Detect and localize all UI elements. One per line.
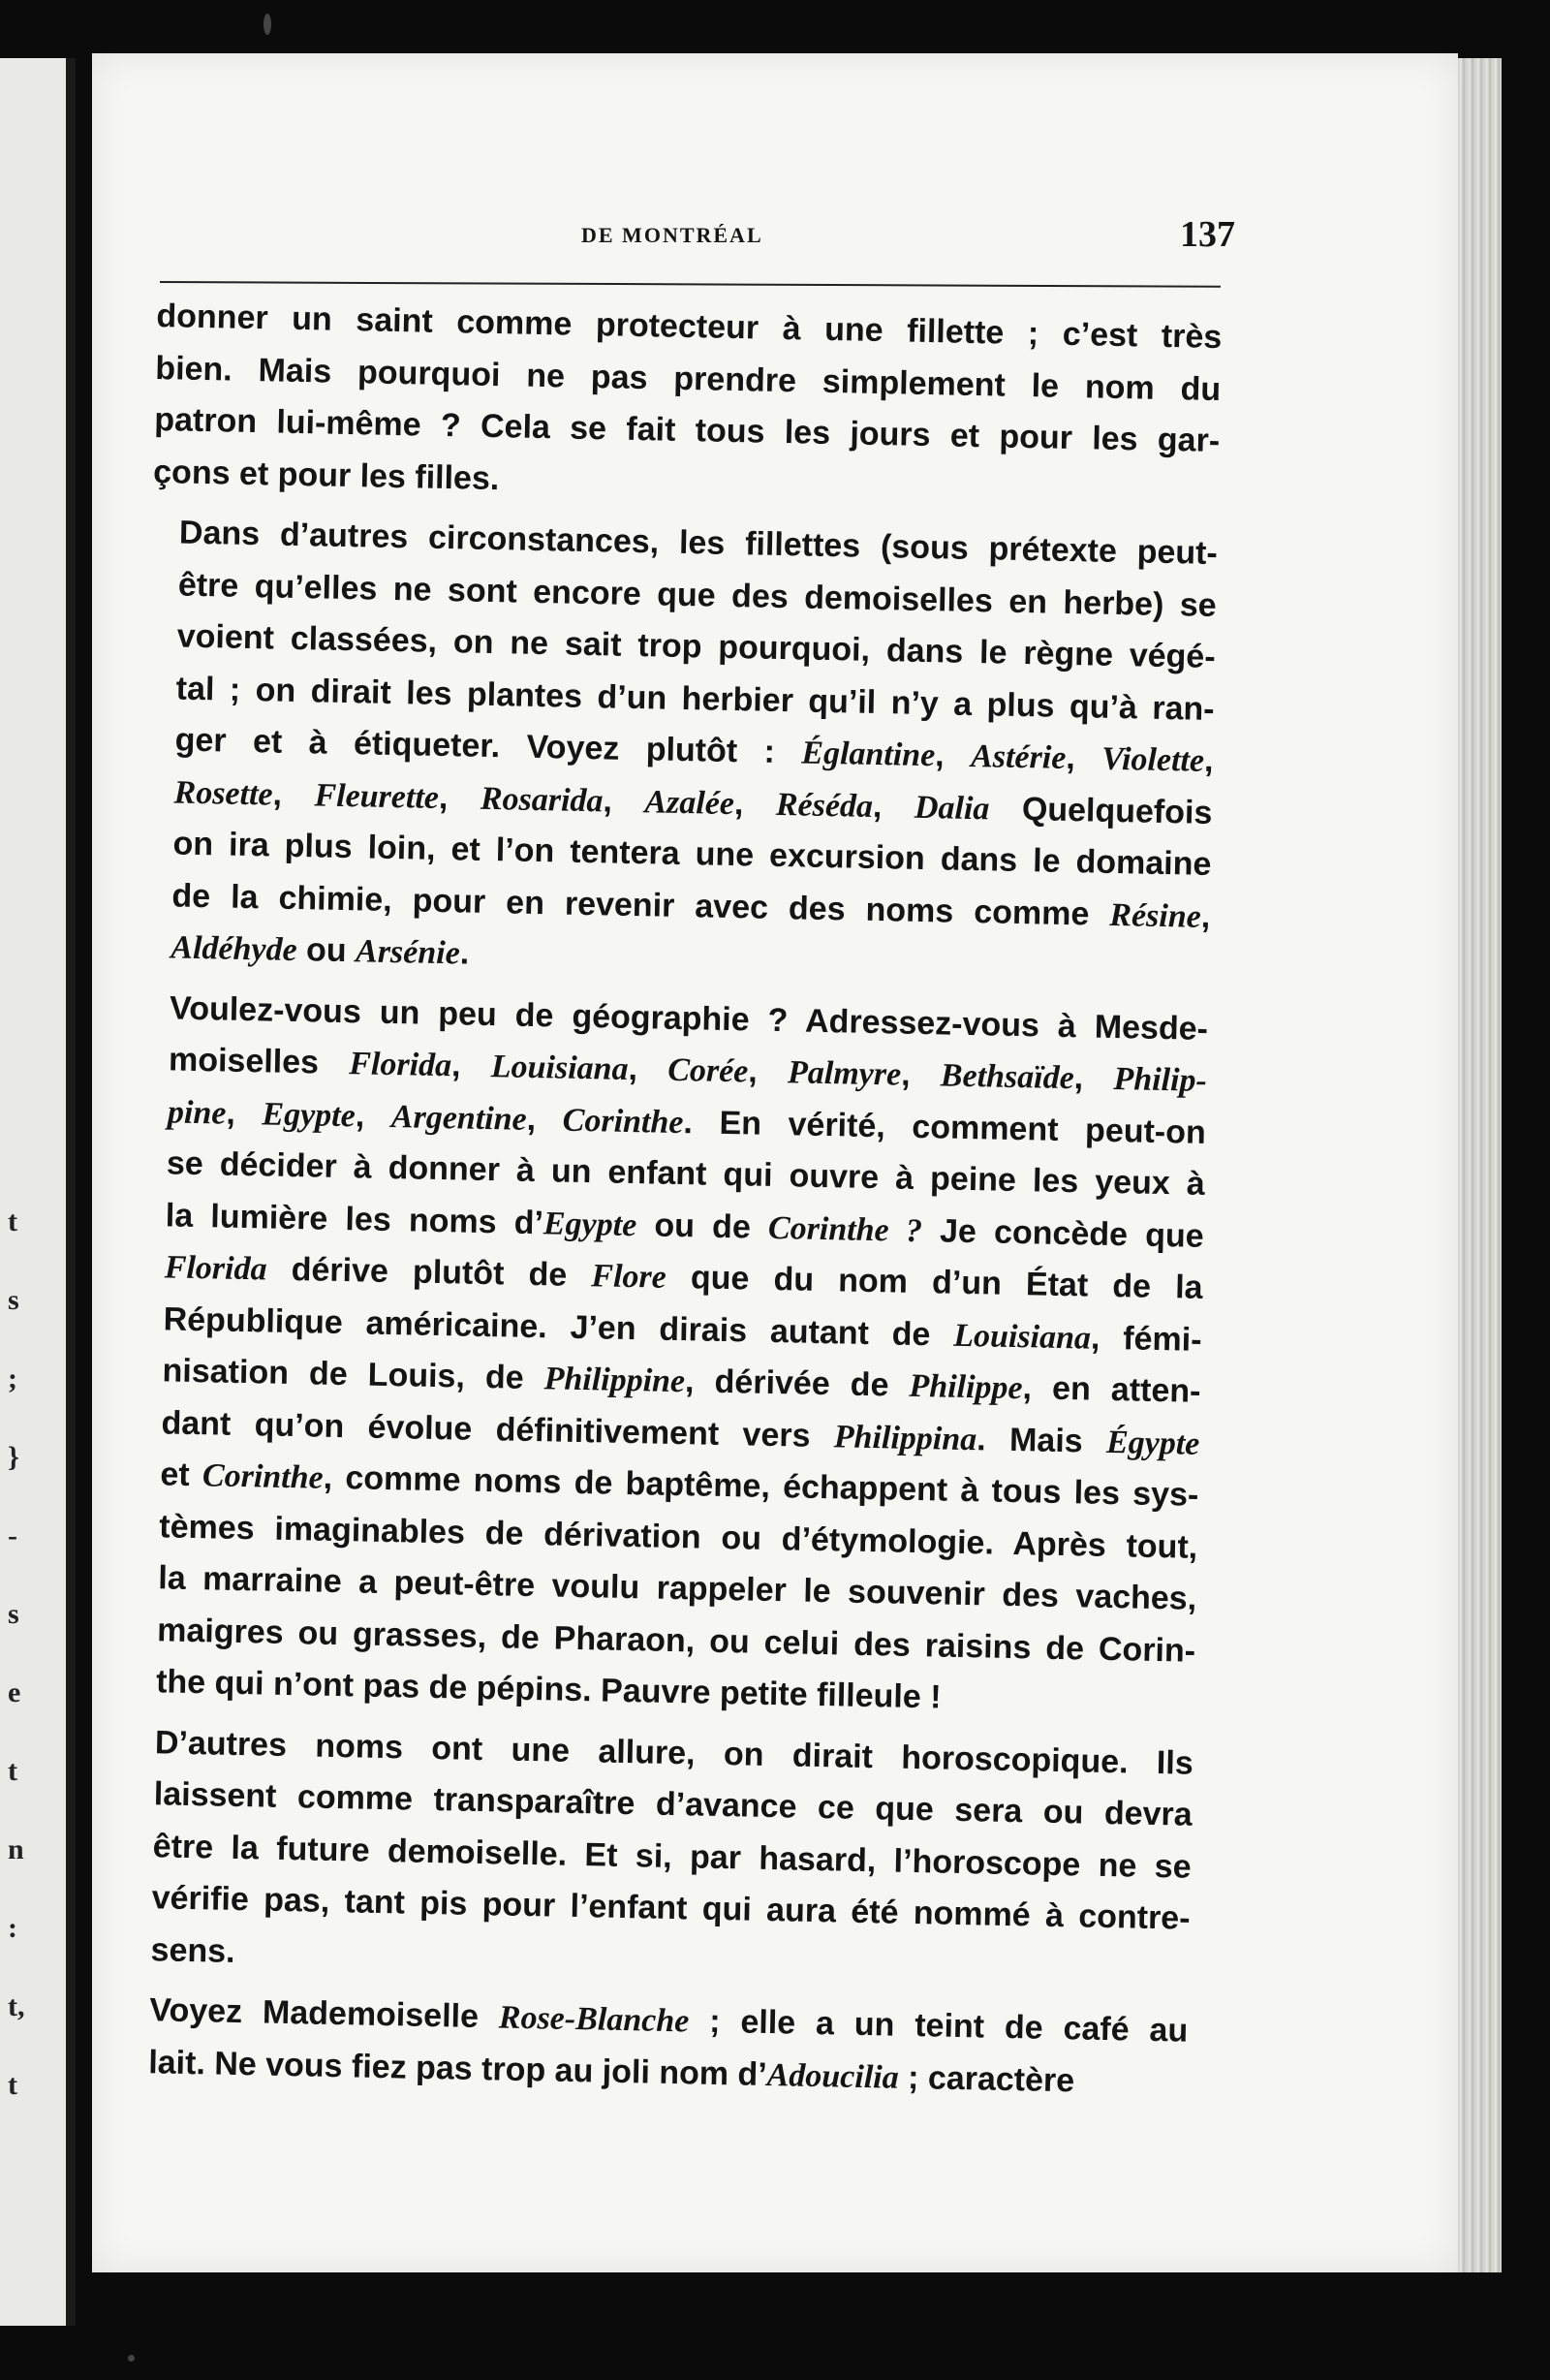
previous-page-letters	[8, 1182, 37, 2124]
running-head: DE MONTRÉAL	[581, 223, 763, 247]
text-run: .	[459, 934, 470, 972]
page-header	[160, 211, 1235, 269]
italic-name: Arsénie	[355, 933, 461, 972]
italic-name: Corinthe	[562, 1102, 684, 1141]
text-run: se décider à donner à un enfant qui ouvre à peine les yeux à	[166, 1144, 1206, 1203]
italic-name: Flore	[591, 1258, 667, 1296]
text-run: . Mais	[976, 1420, 1107, 1460]
italic-name: Louisiana	[952, 1317, 1092, 1357]
italic-name: Florida	[164, 1249, 267, 1288]
italic-name: Rosette	[173, 773, 273, 813]
italic-name: Fleurette	[314, 776, 440, 816]
paragraph	[153, 291, 1223, 519]
previous-page-mark: s	[8, 1598, 19, 1630]
text-run: donner un saint comme protecteur à une fillette ; c’est très	[156, 297, 1223, 357]
text-run: ,	[226, 1094, 263, 1132]
text-run: ou	[296, 931, 356, 970]
text-run: que du nom d’un État de la	[666, 1258, 1203, 1306]
italic-name: Corinthe	[202, 1457, 325, 1496]
italic-name: Résine	[1108, 896, 1202, 935]
italic-name: Réséda	[775, 786, 874, 825]
italic-name: Rosarida	[480, 780, 604, 819]
previous-page-edge	[0, 58, 76, 2326]
page-number: 137	[1180, 214, 1235, 255]
text-run: ,	[747, 1052, 789, 1091]
text-run: ,	[450, 1047, 492, 1085]
italic-name: Egypte	[542, 1205, 637, 1243]
text-run: la lumière les noms d’	[165, 1196, 544, 1241]
text-run: ,	[934, 736, 972, 774]
text-run: sens.	[150, 1930, 235, 1970]
italic-name: Rose-Blanche	[498, 1999, 690, 2040]
text-run: bien. Mais pourquoi ne pas prendre simplement le nom du	[155, 349, 1222, 408]
text-run: Quelquefois	[989, 789, 1213, 831]
text-run: ,	[355, 1096, 392, 1135]
text-run: laissent comme transparaître d’avance ce que sera ou devra	[153, 1775, 1194, 1833]
text-run: ,	[1073, 1059, 1114, 1097]
text-run: tal ; on dirait les plantes d’un herbier qu’il n’y a plus qu’à ran-	[175, 669, 1215, 728]
text-run: ,	[628, 1049, 668, 1088]
italic-name: Adoucilia	[766, 2056, 900, 2096]
paragraph	[129, 982, 1209, 1729]
text-run: République américaine. J’en dirais autant de	[163, 1300, 954, 1354]
italic-name: Palmyre	[787, 1054, 902, 1093]
text-run: être la future demoiselle. Et si, par hasard, l’horoscope ne se	[152, 1827, 1192, 1886]
italic-name: Egypte	[262, 1095, 356, 1134]
italic-name: Philippe	[909, 1367, 1023, 1407]
body-text	[121, 291, 1223, 2110]
text-run: lait. Ne vous fiez pas trop au joli nom d’	[147, 2043, 768, 2093]
text-run: dant qu’on évolue définitivement vers	[161, 1403, 835, 1455]
text-run: Voyez Mademoiselle	[149, 1991, 500, 2036]
text-run: maigres ou grasses, de Pharaon, ou celui des raisins de Corin-	[156, 1611, 1196, 1670]
text-run: , en atten-	[1022, 1369, 1201, 1410]
italic-name: Dalia	[914, 789, 990, 827]
text-run: ,	[526, 1100, 564, 1139]
italic-name: pine	[167, 1093, 227, 1132]
text-run: Voulez-vous un peu de géographie ? Adressez-vous à Mesde-	[169, 988, 1209, 1048]
text-run: the qui n’ont pas de pépins. Pauvre petite filleule !	[155, 1663, 942, 1716]
text-run: nisation de Louis, de	[162, 1352, 545, 1397]
text-run: çons et pour les filles.	[152, 453, 500, 497]
dust-speck	[264, 14, 271, 35]
text-run: D’autres noms ont une allure, on dirait horoscopique. Ils	[154, 1723, 1194, 1782]
paragraph	[143, 507, 1218, 994]
text-run: ; elle a un teint de café au	[688, 2002, 1189, 2050]
italic-name: Corinthe ?	[767, 1209, 923, 1249]
previous-page-mark: t	[8, 1206, 17, 1237]
italic-name: Azalée	[644, 783, 735, 822]
previous-page-mark: }	[8, 1441, 19, 1473]
text-run: ; caractère	[898, 2058, 1075, 2099]
previous-page-mark: n	[8, 1833, 24, 1865]
text-run: , comme noms de baptême, échappent à tous les sys-	[323, 1458, 1199, 1514]
text-run: vérifie pas, tant pis pour l’enfant qui aura été nommé à contre-	[151, 1879, 1191, 1937]
text-run: tèmes imaginables de dérivation ou d’étymologie. Après tout,	[159, 1507, 1198, 1566]
previous-page-mark: s	[8, 1284, 19, 1316]
text-run: ,	[1065, 738, 1102, 777]
italic-name: Violette	[1100, 740, 1205, 779]
text-run: ,	[1203, 741, 1214, 779]
text-run: la marraine a peut-être voulu rappeler le souvenir des vaches,	[157, 1559, 1197, 1617]
paragraph	[123, 1716, 1194, 1997]
text-run: moiselles	[168, 1041, 350, 1082]
text-run: ,	[272, 775, 315, 813]
text-run: ou de	[636, 1206, 769, 1246]
text-run: Dans d’autres circonstances, les fillettes (sous prétexte peut-	[178, 514, 1219, 573]
text-run: voient classées, on ne sait trop pourquoi, dans le règne végé-	[176, 617, 1217, 676]
italic-name: Bethsaïde	[940, 1057, 1075, 1097]
text-run: Je concède que	[921, 1211, 1205, 1255]
text-run: patron lui-même ? Cela se fait tous les jours et pour les gar-	[153, 400, 1221, 460]
previous-page-mark: t,	[8, 1990, 25, 2022]
text-run: de la chimie, pour en revenir avec des noms comme	[171, 876, 1110, 933]
italic-name: Argentine	[390, 1098, 528, 1138]
italic-name: Égypte	[1105, 1424, 1200, 1462]
italic-name: Aldéhyde	[170, 929, 298, 969]
previous-page-mark: :	[8, 1912, 17, 1944]
text-run: ,	[733, 784, 777, 823]
text-run: ,	[900, 1055, 942, 1094]
italic-name: Astérie	[970, 737, 1067, 776]
previous-page-mark: -	[8, 1519, 17, 1551]
text-run: , dérivée de	[684, 1362, 910, 1404]
text-run: dérive plutôt de	[266, 1250, 592, 1295]
text-run: on ira plus loin, et l’on tentera une excursion dans le domaine	[172, 825, 1212, 883]
italic-name: Louisiana	[490, 1049, 629, 1087]
text-run: ger et à étiqueter. Voyez plutôt :	[174, 721, 802, 771]
italic-name: Philippine	[543, 1361, 686, 1400]
text-run: être qu’elles ne sont encore que des demoiselles en herbe) se	[177, 566, 1218, 624]
text-run: ,	[603, 781, 645, 820]
italic-name: Philip-	[1113, 1060, 1208, 1099]
text-run: ,	[872, 787, 915, 826]
text-run: , fémi-	[1090, 1319, 1202, 1359]
italic-name: Églantine	[800, 735, 936, 774]
dust-speck	[128, 2355, 135, 2362]
previous-page-mark: t	[8, 1755, 17, 1787]
previous-page-mark: ;	[8, 1362, 17, 1394]
previous-page-mark: t	[8, 2069, 17, 2101]
italic-name: Corée	[666, 1051, 749, 1090]
text-run: et	[160, 1456, 203, 1494]
paragraph	[121, 1985, 1189, 2110]
text-run: ,	[1200, 897, 1211, 935]
text-run: ,	[438, 778, 481, 817]
italic-name: Philippina	[833, 1418, 977, 1457]
text-run: . En vérité, comment peut-on	[683, 1103, 1207, 1151]
previous-page-mark: e	[8, 1676, 21, 1708]
italic-name: Florida	[348, 1046, 452, 1084]
